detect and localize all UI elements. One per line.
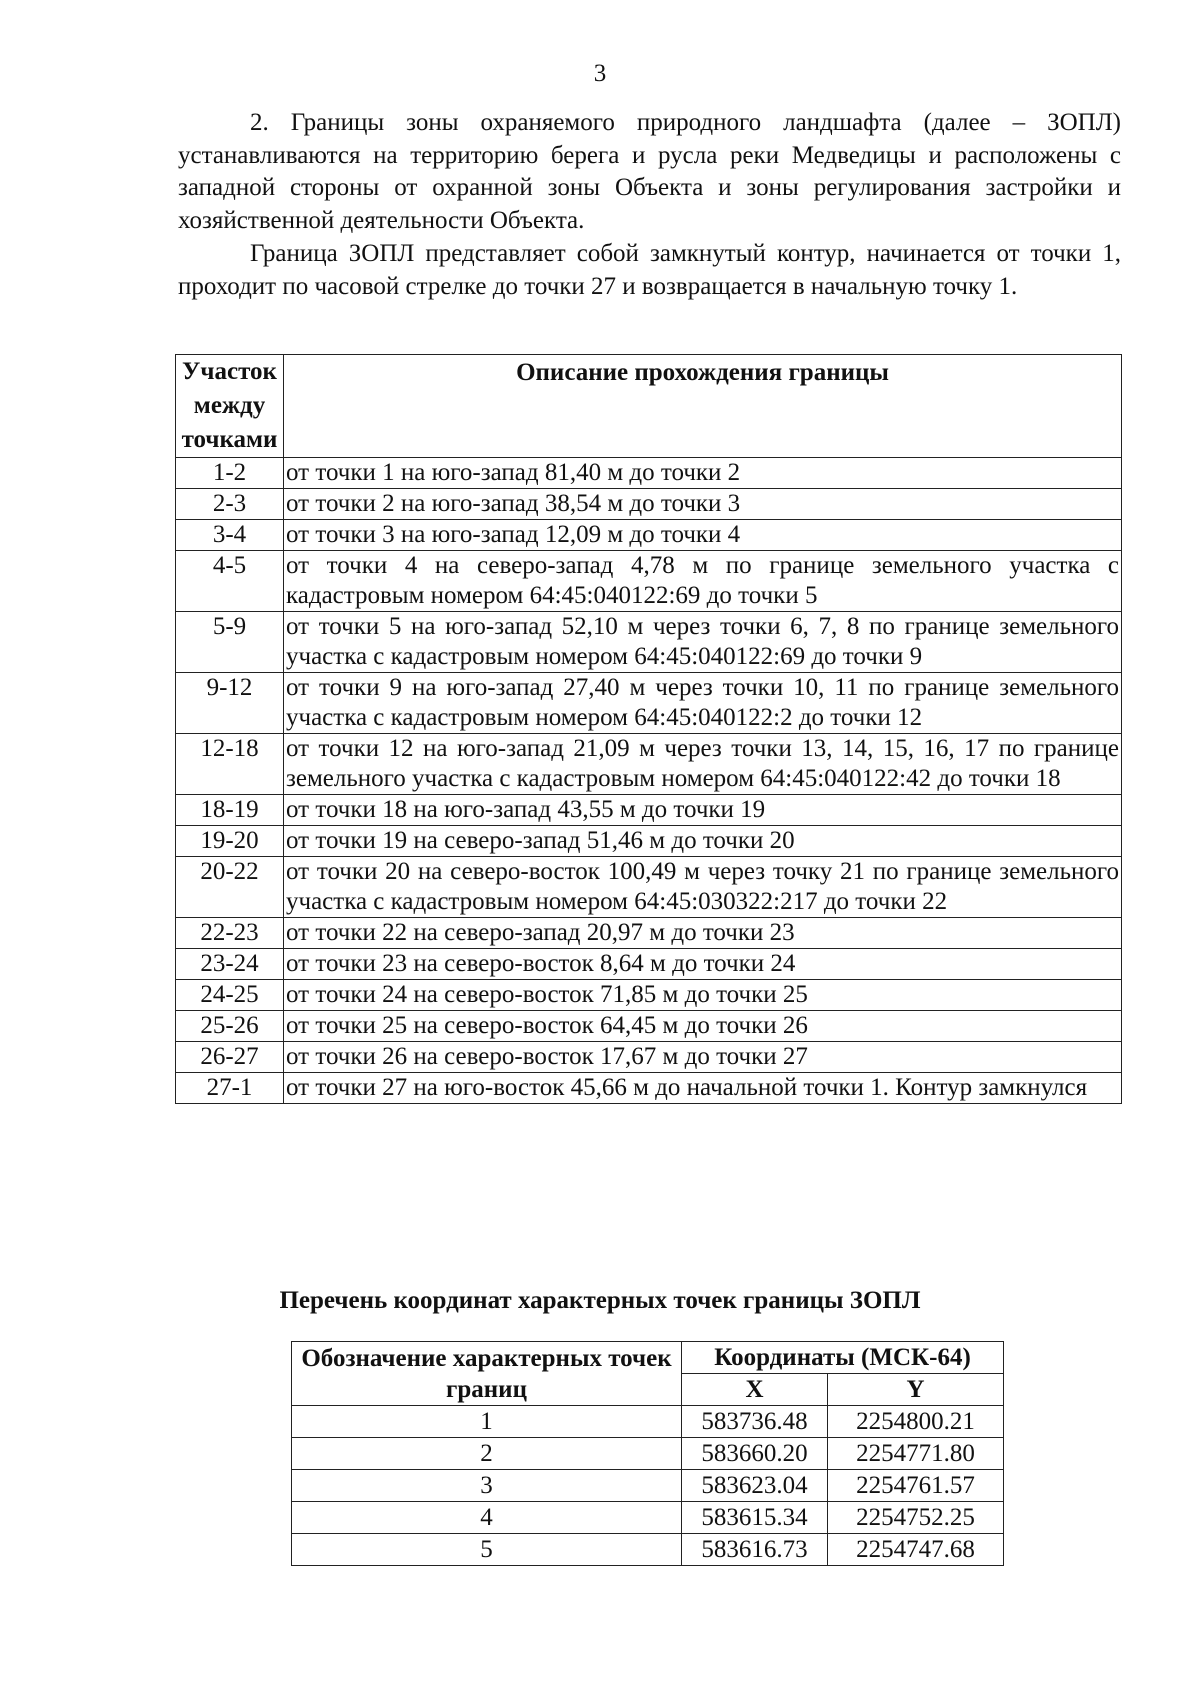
table-row xyxy=(176,489,1122,520)
coord-point-cell: 3 xyxy=(292,1470,682,1502)
table-row xyxy=(176,734,1122,795)
segment-cell: 19-20 xyxy=(176,826,284,857)
table-row xyxy=(176,458,1122,489)
header-coordinates: Координаты (МСК-64) xyxy=(682,1342,1004,1374)
paragraph-contour-description: Граница ЗОПЛ представляет собой замкнутый контур, начинается от точки 1, проходит по часовой стрелке до точки 27 и возвращается в начальную точку 1. xyxy=(178,240,1121,300)
table-row xyxy=(176,1011,1122,1042)
table-row xyxy=(176,795,1122,826)
segment-cell: 18-19 xyxy=(176,795,284,826)
table-row xyxy=(176,612,1122,673)
coord-y-cell: 2254761.57 xyxy=(828,1470,1004,1502)
coord-y-cell: 2254800.21 xyxy=(828,1406,1004,1438)
table-row xyxy=(176,673,1122,734)
coord-y-cell: 2254752.25 xyxy=(828,1502,1004,1534)
boundary-sections-table xyxy=(175,354,1122,1104)
description-cell: от точки 1 на юго-запад 81,40 м до точки 2 xyxy=(284,458,1122,489)
description-cell: от точки 20 на северо-восток 100,49 м через точку 21 по границе земельного участка с кадастровым номером 64:45:030322:217 до точки 22 xyxy=(284,857,1122,918)
segment-cell: 20-22 xyxy=(176,857,284,918)
coordinates-table-body xyxy=(292,1406,1004,1566)
coordinates-list-title: Перечень координат характерных точек границы ЗОПЛ xyxy=(279,1287,921,1314)
segment-cell: 24-25 xyxy=(176,980,284,1011)
description-cell: от точки 9 на юго-запад 27,40 м через точки 10, 11 по границе земельного участка с кадастровым номером 64:45:040122:2 до точки 12 xyxy=(284,673,1122,734)
header-point-designation: Обозначение характерных точек границ xyxy=(292,1342,682,1406)
table-row xyxy=(176,1073,1122,1104)
description-cell: от точки 23 на северо-восток 8,64 м до точки 24 xyxy=(284,949,1122,980)
coord-x-cell: 583660.20 xyxy=(682,1438,828,1470)
segment-cell: 27-1 xyxy=(176,1073,284,1104)
segment-cell: 1-2 xyxy=(176,458,284,489)
header-y: Y xyxy=(828,1374,1004,1406)
table-row xyxy=(292,1502,1004,1534)
segment-cell: 9-12 xyxy=(176,673,284,734)
coordinates-table xyxy=(291,1341,1004,1566)
table-row xyxy=(176,551,1122,612)
header-description: Описание прохождения границы xyxy=(284,355,1122,458)
segment-cell: 3-4 xyxy=(176,520,284,551)
table-row xyxy=(292,1470,1004,1502)
segment-cell: 5-9 xyxy=(176,612,284,673)
segment-cell: 4-5 xyxy=(176,551,284,612)
coord-point-cell: 1 xyxy=(292,1406,682,1438)
table-header-row xyxy=(176,355,1122,458)
description-cell: от точки 5 на юго-запад 52,10 м через точки 6, 7, 8 по границе земельного участка с кадастровым номером 64:45:040122:69 до точки 9 xyxy=(284,612,1122,673)
coord-x-cell: 583616.73 xyxy=(682,1534,828,1566)
table-row xyxy=(292,1438,1004,1470)
description-cell: от точки 4 на северо-запад 4,78 м по границе земельного участка с кадастровым номером 64:45:040122:69 до точки 5 xyxy=(284,551,1122,612)
description-cell: от точки 2 на юго-запад 38,54 м до точки 3 xyxy=(284,489,1122,520)
description-cell: от точки 19 на северо-запад 51,46 м до точки 20 xyxy=(284,826,1122,857)
header-segment: Участок между точками xyxy=(176,355,284,458)
segment-cell: 26-27 xyxy=(176,1042,284,1073)
segment-cell: 12-18 xyxy=(176,734,284,795)
coord-x-cell: 583615.34 xyxy=(682,1502,828,1534)
segment-cell: 22-23 xyxy=(176,918,284,949)
description-cell: от точки 3 на юго-запад 12,09 м до точки 4 xyxy=(284,520,1122,551)
sections-table-body xyxy=(176,458,1122,1104)
header-x: X xyxy=(682,1374,828,1406)
coord-point-cell: 4 xyxy=(292,1502,682,1534)
page-number: 3 xyxy=(593,60,607,87)
table-row xyxy=(176,980,1122,1011)
description-cell: от точки 27 на юго-восток 45,66 м до начальной точки 1. Контур замкнулся xyxy=(284,1073,1122,1104)
coord-y-cell: 2254747.68 xyxy=(828,1534,1004,1566)
coord-y-cell: 2254771.80 xyxy=(828,1438,1004,1470)
table-row xyxy=(292,1406,1004,1438)
description-cell: от точки 24 на северо-восток 71,85 м до точки 25 xyxy=(284,980,1122,1011)
table-row xyxy=(292,1534,1004,1566)
table-row xyxy=(176,918,1122,949)
coord-point-cell: 2 xyxy=(292,1438,682,1470)
paragraph-zone-boundaries: 2. Границы зоны охраняемого природного ландшафта (далее – ЗОПЛ) устанавливаются на территорию берега и русла реки Медведицы и расположены с западной стороны от охранной зоны Объекта и зоны регулирования застройки и хозяйственной деятельности Объекта. xyxy=(178,109,1121,234)
segment-cell: 2-3 xyxy=(176,489,284,520)
description-cell: от точки 25 на северо-восток 64,45 м до точки 26 xyxy=(284,1011,1122,1042)
coord-point-cell: 5 xyxy=(292,1534,682,1566)
table-row xyxy=(176,520,1122,551)
coord-x-cell: 583623.04 xyxy=(682,1470,828,1502)
description-cell: от точки 22 на северо-запад 20,97 м до точки 23 xyxy=(284,918,1122,949)
coords-header-row-1 xyxy=(292,1342,1004,1374)
description-cell: от точки 12 на юго-запад 21,09 м через точки 13, 14, 15, 16, 17 по границе земельного участка с кадастровым номером 64:45:040122:42 до точки 18 xyxy=(284,734,1122,795)
coord-x-cell: 583736.48 xyxy=(682,1406,828,1438)
table-row xyxy=(176,1042,1122,1073)
table-row xyxy=(176,857,1122,918)
table-row xyxy=(176,949,1122,980)
table-row xyxy=(176,826,1122,857)
description-cell: от точки 26 на северо-восток 17,67 м до точки 27 xyxy=(284,1042,1122,1073)
description-cell: от точки 18 на юго-запад 43,55 м до точки 19 xyxy=(284,795,1122,826)
segment-cell: 23-24 xyxy=(176,949,284,980)
segment-cell: 25-26 xyxy=(176,1011,284,1042)
